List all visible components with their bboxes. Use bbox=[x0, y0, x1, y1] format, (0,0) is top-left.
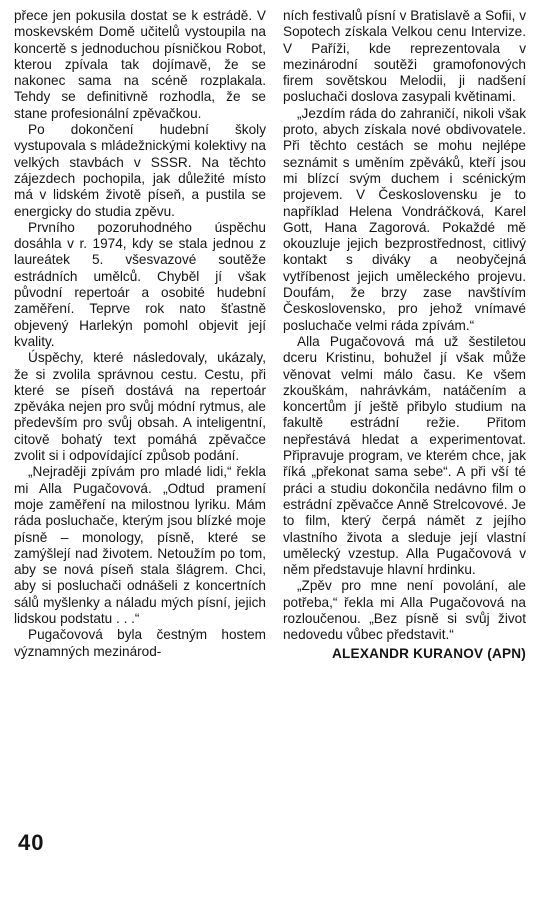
paragraph: „Nejraději zpívám pro mladé lidi,“ řekla mi Alla Pugačovová. „Odtud pramení moje zaměření na milostnou lyriku. Mám ráda posluchače, kterým jsou blízké moje písně – monology, písně, které se zamýšlejí nad životem. Netoužím po tom, aby se nová píseň stala šlágrem. Chci, aby si posluchači odnášeli z koncertních sálů myšlenky a náladu mých písní, jejich lidskou podstatu . . .“ bbox=[14, 464, 266, 626]
right-column bbox=[283, 8, 526, 662]
paragraph: Úspěchy, které následovaly, ukázaly, že si zvolila správnou cestu. Cestu, při které se píseň dostává na repertoár zpěváka nejen pro svůj módní rytmus, ale především pro svůj obsah. A inteligentní, citově bohatý text pomáhá zpěvačce zvolit si i odpovídající způsob podání. bbox=[14, 350, 266, 464]
paragraph: Prvního pozoruhodného úspěchu dosáhla v r. 1974, kdy se stala jednou z laureátek 5. všesvazové soutěže estrádních umělců. Chyběl jí však původní repertoár a osobité hudební zaměření. Teprve rok nato šťastně objevený Harlekýn pomohl objevit její kvality. bbox=[14, 219, 266, 349]
paragraph: ních festivalů písní v Bratislavě a Sofii, v Sopotech získala Velkou cenu Intervize. V Paříži, kde reprezentovala v mezinárodní soutěži gramofonových firem sovětskou Melodii, ji nadšení posluchači doslova zasypali květinami. bbox=[283, 8, 526, 105]
author-byline: ALEXANDR KURANOV (APN) bbox=[332, 645, 526, 661]
paragraph: „Zpěv pro mne není povolání, ale potřeba,“ řekla mi Alla Pugačovová na rozloučenou. „Bez písně si svůj život nedovedu vůbec představit.“ bbox=[283, 578, 526, 643]
paragraph: Pugačovová byla čestným hostem významných mezinárod- bbox=[14, 627, 266, 659]
paragraph: Po dokončení hudební školy vystupovala s mládežnickými kolektivy na velkých stavbách v SSSR. Na těchto zájezdech pochopila, jak důležité místo má v lidském životě píseň, a pustila se energicky do studia zpěvu. bbox=[14, 122, 266, 219]
paragraph: Alla Pugačovová má už šestiletou dceru Kristinu, bohužel jí však může věnovat velmi málo času. Ke všem zkouškám, nahrávkám, natáčením a koncertům jí ještě přibylo studium na fakultě estrádní režie. Přitom nepřestává hledat a experimentovat. Připravuje program, ve kterém chce, jak říká „překonat sama sebe“. A při vší té práci a studiu dokončila nedávno film o estrádní zpěvačce Anně Strelcovové. Je to film, který čerpá námět z jejího vlastního života a sleduje její vlastní umělecký vzestup. Alla Pugačovová v něm představuje hlavní hrdinku. bbox=[283, 333, 526, 578]
paragraph: „Jezdím ráda do zahraničí, nikoli však proto, abych získala nové obdivovatele. Při těchto cestách se mohu nejlépe seznámit s uměním zpěváků, kteří jsou mi blízcí svým duchem i scénickým projevem. V Československu je to například Helena Vondráčková, Karel Gott, Hana Zagorová. Pokaždé mě okouzluje jejich bezprostřednost, citlivý kontakt s diváky a neobyčejná vytříbenost jejich uměleckého projevu. Doufám, že brzy zase navštívím Československo, pro jehož vnímavé posluchače velmi ráda zpívám.“ bbox=[283, 105, 526, 333]
paragraph: přece jen pokusila dostat se k estrádě. V moskevském Domě učitelů vystoupila na koncertě s jednoduchou písničkou Robot, kterou zpívala tak dojímavě, že se nakonec sama na scéně rozplakala. Tehdy se definitivně rozhodla, že se stane profesionální zpěvačkou. bbox=[14, 8, 266, 121]
left-column bbox=[14, 8, 266, 660]
page-number: 40 bbox=[18, 830, 45, 855]
